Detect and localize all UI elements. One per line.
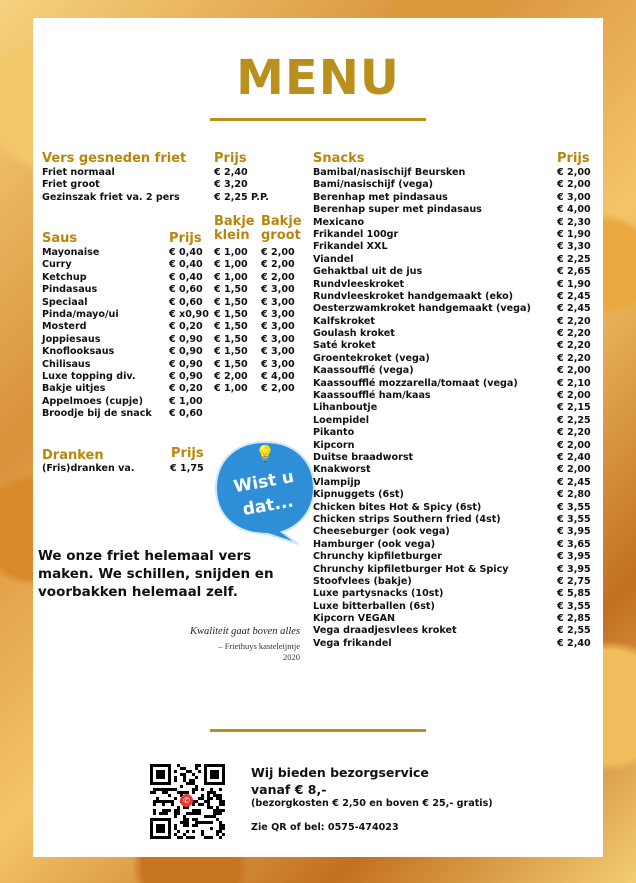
table-row: Appelmoes (cupje) € 1,00 — [42, 395, 203, 407]
list-item: Gezinszak friet va. 2 pers € 2,25 P.P. — [42, 191, 269, 203]
quote-signature: – Friethuys kasteleijntje 2020 — [218, 641, 300, 662]
bottom-divider — [210, 729, 426, 732]
table-row: Bakje uitjes € 0,20 € 1,00 € 2,00 — [42, 383, 295, 395]
table-row: Speciaal € 0,60 € 1,50 € 3,00 — [42, 296, 295, 308]
list-item: Lihanboutje € 2,15 — [313, 402, 591, 414]
list-item: Chrunchy kipfiletburger € 3,95 — [313, 551, 591, 563]
list-item: Vega draadjesvlees kroket € 2,55 — [313, 625, 591, 637]
dranken-heading: Dranken — [42, 448, 104, 463]
list-item: Goulash kroket € 2,20 — [313, 328, 591, 340]
list-item: Stoofvlees (bakje) € 2,75 — [313, 575, 591, 587]
list-item: Vlampijp € 2,45 — [313, 476, 591, 488]
delivery-contact[interactable]: Zie QR of bel: 0575-474023 — [251, 822, 399, 833]
delivery-minimum: vanaf € 8,- — [251, 782, 327, 797]
list-item: Bamibal/nasischijf Beursken € 2,00 — [313, 167, 591, 178]
list-item: Mexicano € 2,30 — [313, 216, 591, 228]
menu-title: MENU — [236, 50, 400, 106]
list-item: (Fris)dranken va. € 1,75 — [42, 463, 204, 474]
list-item: Rundvleeskroket handgemaakt (eko) € 2,45 — [313, 290, 591, 302]
table-row: Mayonaise € 0,40 € 1,00 € 2,00 — [42, 247, 295, 258]
list-item: Bami/nasischijf (vega) € 2,00 — [313, 179, 591, 191]
list-item: Duitse braadworst € 2,40 — [313, 451, 591, 463]
dranken-price-heading: Prijs — [171, 446, 204, 461]
friet-heading: Vers gesneden friet — [42, 151, 187, 166]
list-item: Vega frikandel € 2,40 — [313, 637, 591, 649]
list-item: Kipcorn € 2,00 — [313, 439, 591, 451]
list-item: Kaassoufflé ham/kaas € 2,00 — [313, 390, 591, 402]
list-item: Friet groot € 3,20 — [42, 179, 248, 191]
list-item: Chicken bites Hot & Spicy (6st) € 3,55 — [313, 501, 591, 513]
list-item: Luxe bitterballen (6st) € 3,55 — [313, 600, 591, 612]
table-row: Mosterd € 0,20 € 1,50 € 3,00 — [42, 321, 295, 333]
list-item: Kipcorn VEGAN € 2,85 — [313, 613, 591, 625]
list-item: Viandel € 2,25 — [313, 253, 591, 265]
table-row: Pinda/mayo/ui € x0,90 € 1,50 € 3,00 — [42, 308, 295, 320]
table-row: Chilisaus € 0,90 € 1,50 € 3,00 — [42, 358, 295, 370]
table-row: Joppiesaus € 0,90 € 1,50 € 3,00 — [42, 333, 295, 345]
list-item: Knakworst € 2,00 — [313, 464, 591, 476]
table-row: Broodje bij de snack € 0,60 — [42, 408, 203, 420]
saus-price-heading: Prijs — [169, 231, 202, 246]
list-item: Kaassoufflé mozzarella/tomaat (vega) € 2,10 — [313, 377, 591, 389]
list-item: Gehaktbal uit de jus € 2,65 — [313, 266, 591, 278]
list-item: Frikandel XXL € 3,30 — [313, 241, 591, 253]
snacks-price-heading: Prijs — [557, 151, 590, 166]
title-underline — [210, 118, 426, 121]
table-row: Knoflooksaus € 0,90 € 1,50 € 3,00 — [42, 346, 295, 358]
table-row: Ketchup € 0,40 € 1,00 € 2,00 — [42, 271, 295, 283]
list-item: Chrunchy kipfiletburger Hot & Spicy € 3,95 — [313, 563, 591, 575]
quote-text: Kwaliteit gaat boven alles — [190, 626, 300, 637]
list-item: Luxe partysnacks (10st) € 5,85 — [313, 588, 591, 600]
list-item: Kipnuggets (6st) € 2,80 — [313, 489, 591, 501]
list-item: Berenhap met pindasaus € 3,00 — [313, 191, 591, 203]
table-row: Pindasaus € 0,60 € 1,50 € 3,00 — [42, 284, 295, 296]
table-row: Luxe topping div. € 0,90 € 2,00 € 4,00 — [42, 370, 295, 382]
list-item: Frikandel 100gr € 1,90 — [313, 228, 591, 240]
snacks-list — [313, 167, 598, 650]
list-item: Hamburger (ook vega) € 3,65 — [313, 538, 591, 550]
saus-list — [42, 247, 304, 420]
list-item: Berenhap super met pindasaus € 4,00 — [313, 204, 591, 216]
list-item: Pikanto € 2,20 — [313, 427, 591, 439]
friet-price-heading: Prijs — [214, 151, 247, 166]
friet-list — [42, 167, 302, 204]
list-item: Kaassoufflé (vega) € 2,00 — [313, 365, 591, 377]
lightbulb-icon: 💡 — [255, 444, 275, 463]
snacks-heading: Snacks — [313, 151, 365, 166]
saus-heading: Saus — [42, 231, 78, 246]
table-row: Curry € 0,40 € 1,00 € 2,00 — [42, 259, 295, 271]
phone-icon: ✆ — [180, 794, 193, 807]
list-item: Groentekroket (vega) € 2,20 — [313, 352, 591, 364]
list-item: Chicken strips Southern fried (4st) € 3,55 — [313, 513, 591, 525]
delivery-title: Wij bieden bezorgservice — [251, 765, 429, 780]
list-item: Kalfskroket € 2,20 — [313, 315, 591, 327]
list-item: Cheeseburger (ook vega) € 3,95 — [313, 526, 591, 538]
statement-text: We onze friet helemaal vers maken. We schillen, snijden en voorbakken helemaal zelf. — [38, 548, 274, 600]
list-item: Saté kroket € 2,20 — [313, 340, 591, 352]
bakje-groot-heading: Bakje groot — [261, 214, 302, 243]
list-item: Oesterzwamkroket handgemaakt (vega) € 2,45 — [313, 303, 591, 315]
delivery-costs: (bezorgkosten € 2,50 en boven € 25,- gratis) — [251, 798, 493, 809]
bubble-text: Wist u dat... — [232, 467, 296, 521]
bakje-klein-heading: Bakje klein — [214, 214, 255, 243]
list-item: Rundvleeskroket € 1,90 — [313, 278, 591, 290]
list-item: Friet normaal € 2,40 — [42, 167, 248, 178]
list-item: Loempidel € 2,25 — [313, 414, 591, 426]
